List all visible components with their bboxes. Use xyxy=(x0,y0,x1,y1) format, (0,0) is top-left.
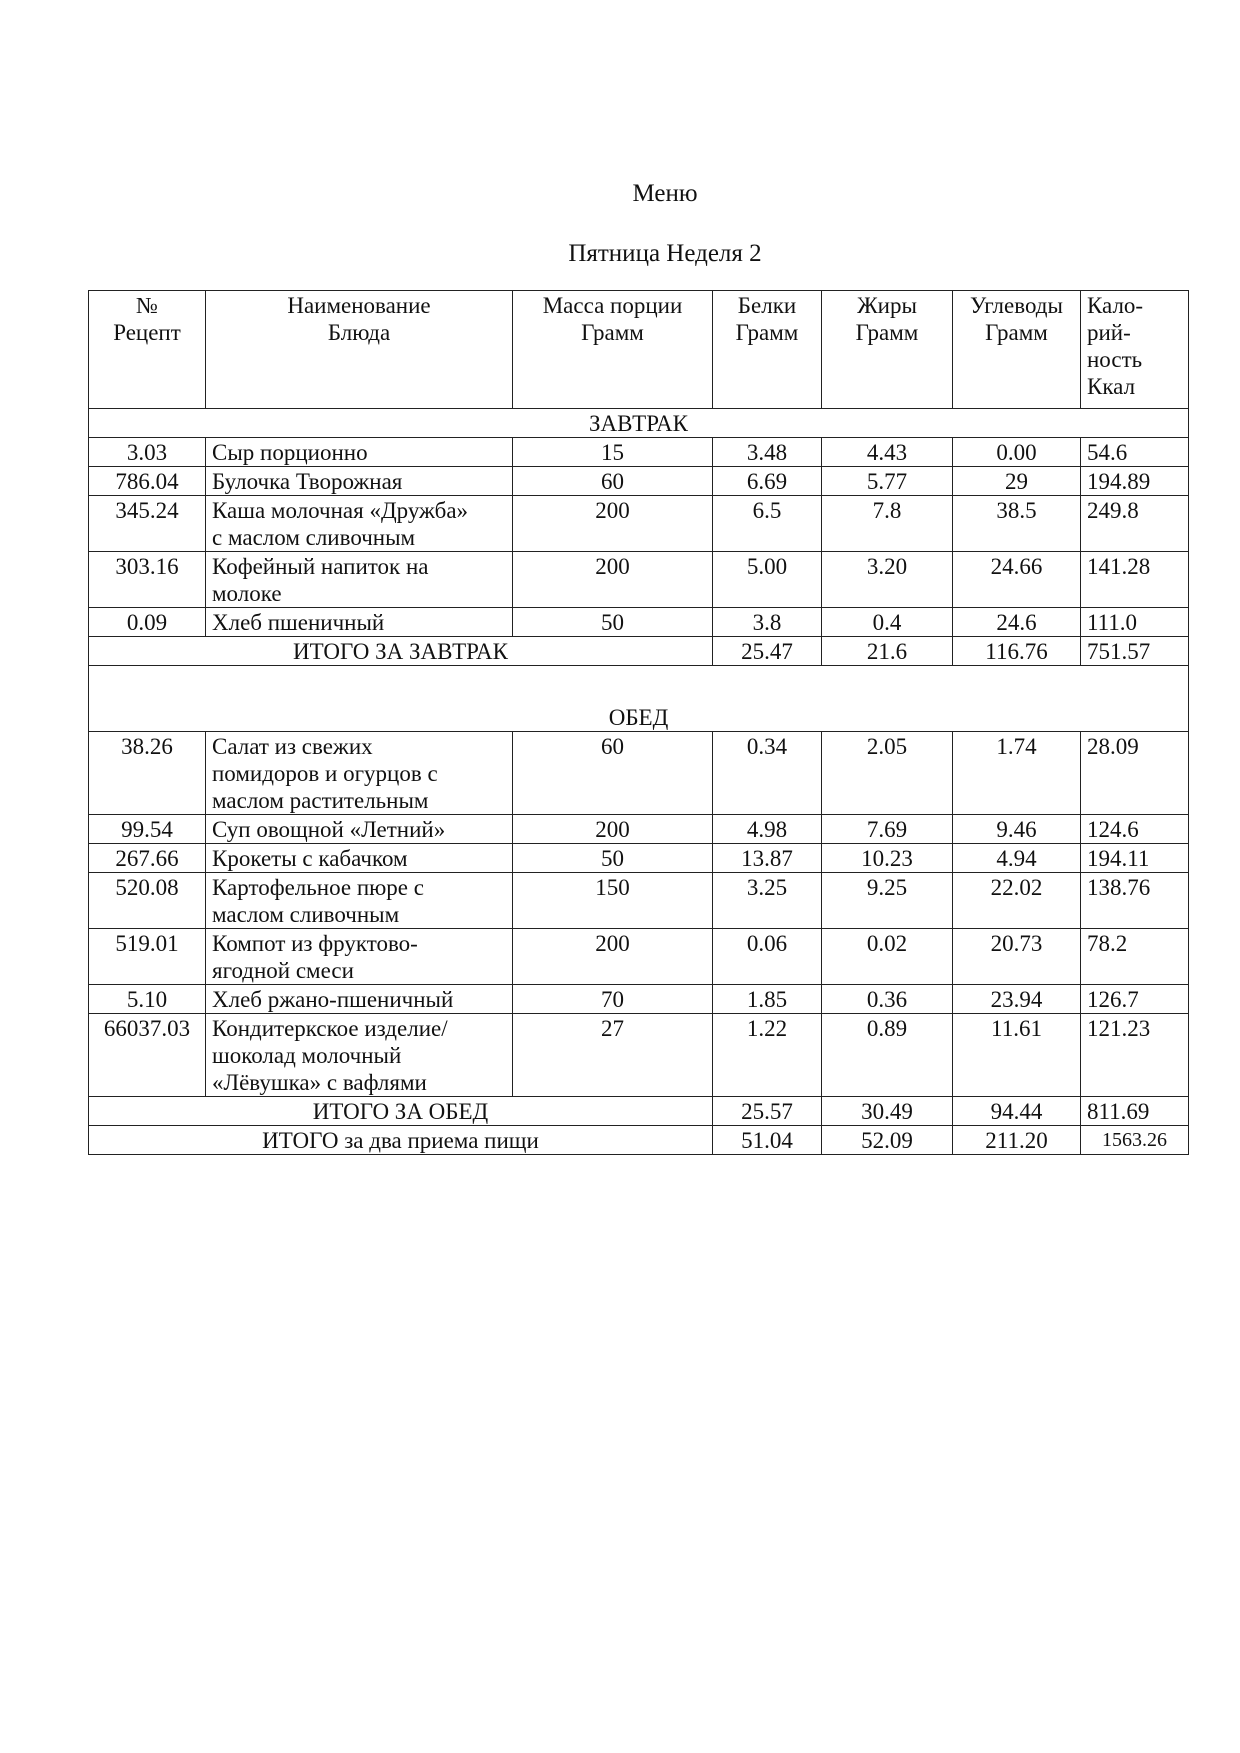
mass-cell: 200 xyxy=(513,929,713,985)
dish-name-cell: Сыр порционно xyxy=(206,438,513,467)
dish-name-cell: Салат из свежих помидоров и огурцов с маслом растительным xyxy=(206,732,513,815)
fat-cell: 0.89 xyxy=(822,1014,953,1097)
recipe-cell: 99.54 xyxy=(89,815,206,844)
recipe-cell: 303.16 xyxy=(89,552,206,608)
mass-cell: 60 xyxy=(513,467,713,496)
section-label: ОБЕД xyxy=(89,666,1189,732)
table-row xyxy=(89,873,1189,929)
table-row xyxy=(89,844,1189,873)
kcal-cell: 141.28 xyxy=(1081,552,1189,608)
dish-name-cell: Булочка Творожная xyxy=(206,467,513,496)
kcal-cell: 126.7 xyxy=(1081,985,1189,1014)
carbs-cell: 0.00 xyxy=(953,438,1081,467)
recipe-cell: 38.26 xyxy=(89,732,206,815)
recipe-cell: 519.01 xyxy=(89,929,206,985)
total-row-lunch xyxy=(89,1097,1189,1126)
mass-cell: 60 xyxy=(513,732,713,815)
page-title: Меню xyxy=(632,180,698,207)
carbs-total: 116.76 xyxy=(953,637,1081,666)
protein-cell: 3.25 xyxy=(713,873,822,929)
recipe-cell: 267.66 xyxy=(89,844,206,873)
carbs-cell: 20.73 xyxy=(953,929,1081,985)
table-row xyxy=(89,552,1189,608)
section-label: ЗАВТРАК xyxy=(89,409,1189,438)
dish-name-cell: Суп овощной «Летний» xyxy=(206,815,513,844)
col-header-fat: Жиры Грамм xyxy=(822,291,953,409)
kcal-grand-total: 1563.26 xyxy=(1081,1126,1189,1155)
kcal-cell: 78.2 xyxy=(1081,929,1189,985)
total-row-breakfast xyxy=(89,637,1189,666)
carbs-cell: 38.5 xyxy=(953,496,1081,552)
protein-cell: 0.06 xyxy=(713,929,822,985)
dish-name-cell: Картофельное пюре с маслом сливочным xyxy=(206,873,513,929)
kcal-cell: 249.8 xyxy=(1081,496,1189,552)
mass-cell: 15 xyxy=(513,438,713,467)
recipe-cell: 786.04 xyxy=(89,467,206,496)
table-row xyxy=(89,467,1189,496)
total-label: ИТОГО ЗА ОБЕД xyxy=(89,1097,713,1126)
mass-cell: 50 xyxy=(513,608,713,637)
carbs-cell: 22.02 xyxy=(953,873,1081,929)
dish-name-cell: Каша молочная «Дружба» с маслом сливочным xyxy=(206,496,513,552)
protein-cell: 4.98 xyxy=(713,815,822,844)
carbs-cell: 29 xyxy=(953,467,1081,496)
dish-name-cell: Крокеты с кабачком xyxy=(206,844,513,873)
protein-cell: 3.48 xyxy=(713,438,822,467)
fat-cell: 10.23 xyxy=(822,844,953,873)
table-row xyxy=(89,732,1189,815)
protein-cell: 5.00 xyxy=(713,552,822,608)
fat-cell: 0.36 xyxy=(822,985,953,1014)
kcal-cell: 54.6 xyxy=(1081,438,1189,467)
kcal-cell: 124.6 xyxy=(1081,815,1189,844)
kcal-cell: 194.11 xyxy=(1081,844,1189,873)
fat-cell: 7.8 xyxy=(822,496,953,552)
fat-cell: 9.25 xyxy=(822,873,953,929)
carbs-cell: 24.6 xyxy=(953,608,1081,637)
section-row-lunch xyxy=(89,666,1189,732)
grand-total-row xyxy=(89,1126,1189,1155)
mass-cell: 50 xyxy=(513,844,713,873)
protein-cell: 1.85 xyxy=(713,985,822,1014)
fat-cell: 0.4 xyxy=(822,608,953,637)
dish-name-cell: Хлеб пшеничный xyxy=(206,608,513,637)
fat-cell: 3.20 xyxy=(822,552,953,608)
mass-cell: 200 xyxy=(513,552,713,608)
mass-cell: 150 xyxy=(513,873,713,929)
carbs-cell: 23.94 xyxy=(953,985,1081,1014)
mass-cell: 200 xyxy=(513,815,713,844)
fat-total: 30.49 xyxy=(822,1097,953,1126)
table-row xyxy=(89,1014,1189,1097)
col-header-name: Наименование Блюда xyxy=(206,291,513,409)
fat-cell: 0.02 xyxy=(822,929,953,985)
protein-total: 25.47 xyxy=(713,637,822,666)
carbs-cell: 4.94 xyxy=(953,844,1081,873)
protein-grand-total: 51.04 xyxy=(713,1126,822,1155)
col-header-kcal: Кало- рий- ность Ккал xyxy=(1081,291,1189,409)
kcal-total: 811.69 xyxy=(1081,1097,1189,1126)
table-row xyxy=(89,438,1189,467)
protein-cell: 13.87 xyxy=(713,844,822,873)
table-row xyxy=(89,815,1189,844)
kcal-cell: 28.09 xyxy=(1081,732,1189,815)
dish-name-cell: Кофейный напиток на молоке xyxy=(206,552,513,608)
fat-cell: 7.69 xyxy=(822,815,953,844)
fat-total: 21.6 xyxy=(822,637,953,666)
protein-cell: 0.34 xyxy=(713,732,822,815)
recipe-cell: 3.03 xyxy=(89,438,206,467)
table-row xyxy=(89,929,1189,985)
recipe-cell: 66037.03 xyxy=(89,1014,206,1097)
recipe-cell: 0.09 xyxy=(89,608,206,637)
kcal-cell: 121.23 xyxy=(1081,1014,1189,1097)
carbs-total: 94.44 xyxy=(953,1097,1081,1126)
recipe-cell: 5.10 xyxy=(89,985,206,1014)
fat-cell: 4.43 xyxy=(822,438,953,467)
protein-total: 25.57 xyxy=(713,1097,822,1126)
grand-total-label: ИТОГО за два приема пищи xyxy=(89,1126,713,1155)
col-header-carbs: Углеводы Грамм xyxy=(953,291,1081,409)
page-subtitle: Пятница Неделя 2 xyxy=(568,240,762,267)
dish-name-cell: Кондитеркское изделие/ шоколад молочный «Лёвушка» с вафлями xyxy=(206,1014,513,1097)
col-header-mass: Масса порции Грамм xyxy=(513,291,713,409)
col-header-protein: Белки Грамм xyxy=(713,291,822,409)
protein-cell: 6.69 xyxy=(713,467,822,496)
carbs-cell: 1.74 xyxy=(953,732,1081,815)
table-row xyxy=(89,608,1189,637)
dish-name-cell: Хлеб ржано-пшеничный xyxy=(206,985,513,1014)
carbs-cell: 11.61 xyxy=(953,1014,1081,1097)
table-header-row xyxy=(89,291,1189,409)
total-label: ИТОГО ЗА ЗАВТРАК xyxy=(89,637,713,666)
protein-cell: 3.8 xyxy=(713,608,822,637)
section-row-breakfast xyxy=(89,409,1189,438)
table-row xyxy=(89,985,1189,1014)
fat-cell: 2.05 xyxy=(822,732,953,815)
mass-cell: 200 xyxy=(513,496,713,552)
kcal-cell: 111.0 xyxy=(1081,608,1189,637)
fat-grand-total: 52.09 xyxy=(822,1126,953,1155)
protein-cell: 6.5 xyxy=(713,496,822,552)
recipe-cell: 345.24 xyxy=(89,496,206,552)
carbs-grand-total: 211.20 xyxy=(953,1126,1081,1155)
carbs-cell: 24.66 xyxy=(953,552,1081,608)
kcal-cell: 194.89 xyxy=(1081,467,1189,496)
recipe-cell: 520.08 xyxy=(89,873,206,929)
dish-name-cell: Компот из фруктово- ягодной смеси xyxy=(206,929,513,985)
table-row xyxy=(89,496,1189,552)
fat-cell: 5.77 xyxy=(822,467,953,496)
carbs-cell: 9.46 xyxy=(953,815,1081,844)
mass-cell: 70 xyxy=(513,985,713,1014)
mass-cell: 27 xyxy=(513,1014,713,1097)
kcal-cell: 138.76 xyxy=(1081,873,1189,929)
menu-table xyxy=(88,290,1189,1155)
protein-cell: 1.22 xyxy=(713,1014,822,1097)
col-header-recipe: № Рецепт xyxy=(89,291,206,409)
kcal-total: 751.57 xyxy=(1081,637,1189,666)
